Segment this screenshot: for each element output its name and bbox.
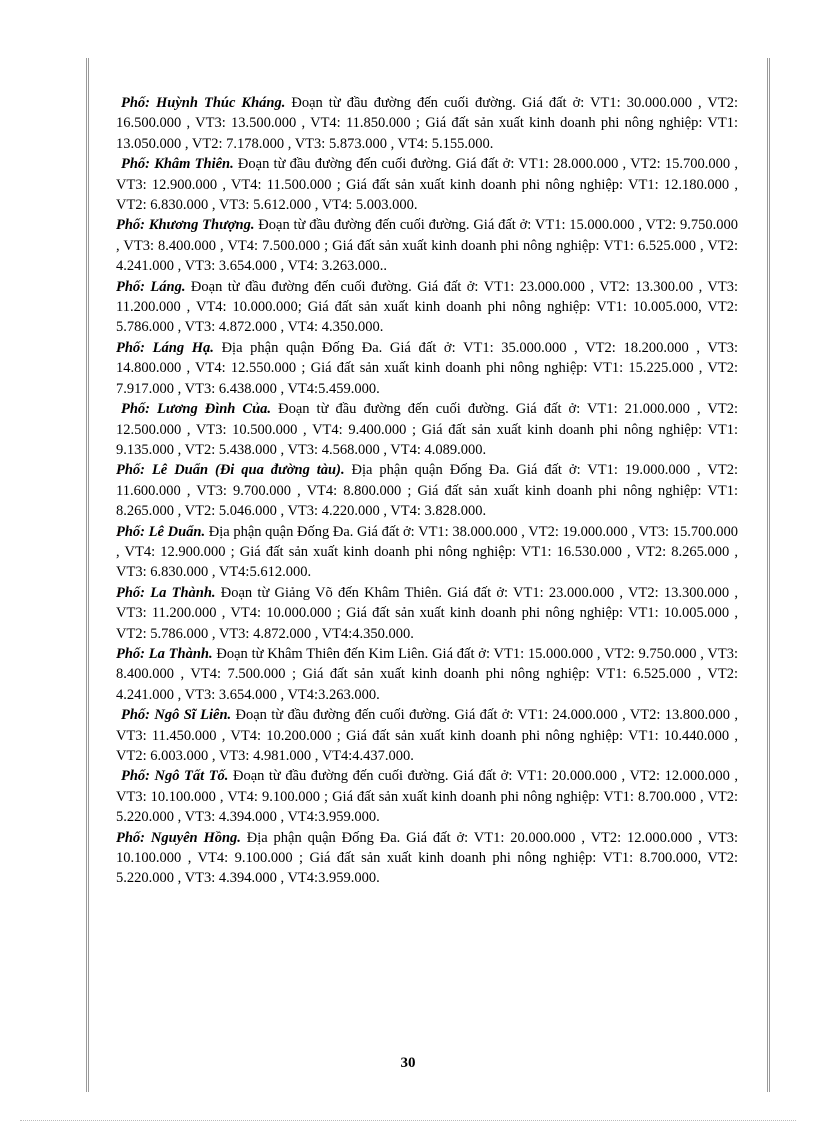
street-name: Phố: Huỳnh Thúc Kháng. (121, 95, 286, 111)
street-entry (116, 583, 738, 644)
street-price-text: Đoạn từ Giảng Võ đến Khâm Thiên. Giá đất ở: VT1: 23.000.000 , VT2: 13.300.000 , VT3: 11.200.000 , VT4: 10.000.000 ; Giá đất sản xuất kinh doanh phi nông nghiệp: VT1: 10.005.000 , VT2: 5.786.000 , VT3: 4.872.000 , VT4:4.350.000. (116, 584, 738, 642)
street-entry (116, 644, 738, 705)
street-price-text: Đoạn từ đầu đường đến cuối đường. Giá đất ở: VT1: 20.000.000 , VT2: 12.000.000 , VT3: 10.100.000 , VT4: 9.100.000 ; Giá đất sản xuất kinh doanh phi nông nghiệp: VT1: 8.700.000 , VT2: 5.220.000 , VT3: 4.394.000 , VT4:3.959.000. (116, 768, 738, 826)
page-number: 30 (400, 1055, 416, 1071)
street-name: Phố: Láng Hạ. (116, 339, 214, 356)
street-name: Phố: La Thành. (116, 645, 213, 662)
street-price-text: Địa phận quận Đống Đa. Giá đất ở: VT1: 38.000.000 , VT2: 19.000.000 , VT3: 15.700.000 , VT4: 12.900.000 ; Giá đất sản xuất kinh doanh phi nông nghiệp: VT1: 16.530.000 , VT2: 8.265.000 , VT3: 6.830.000 , VT4:5.612.000. (116, 523, 738, 581)
street-price-text: Đoạn từ đầu đường đến cuối đường. Giá đất ở: VT1: 24.000.000 , VT2: 13.800.000 , VT3: 11.450.000 , VT4: 10.200.000 ; Giá đất sản xuất kinh doanh phi nông nghiệp: VT1: 10.440.000 , VT2: 6.003.000 , VT3: 4.981.000 , VT4:4.437.000. (116, 707, 738, 764)
street-price-text: Đoạn từ đầu đường đến cuối đường. Giá đất ở: VT1: 30.000.000 , VT2: 16.500.000 , VT3: 13.500.000 , VT4: 11.850.000 ; Giá đất sản xuất kinh doanh phi nông nghiệp: VT1: 13.050.000 , VT2: 7.178.000 , VT3: 5.873.000 , VT4: 5.155.000. (116, 95, 738, 152)
street-price-text: Địa phận quận Đống Đa. Giá đất ở: VT1: 35.000.000 , VT2: 18.200.000 , VT3: 14.800.000 , VT4: 12.550.000 ; Giá đất sản xuất kinh doanh phi nông nghiệp: VT1: 15.225.000 , VT2: 7.917.000 , VT3: 6.438.000 , VT4:5.459.000. (116, 339, 738, 397)
street-name: Phố: Láng. (116, 278, 186, 295)
street-name: Phố: Lê Duẩn. (116, 523, 206, 540)
street-entry (116, 93, 738, 154)
street-entry (116, 460, 738, 521)
street-price-text: Đoạn từ đầu đường đến cuối đường. Giá đất ở: VT1: 21.000.000 , VT2: 12.500.000 , VT3: 10.500.000 , VT4: 9.400.000 ; Giá đất sản xuất kinh doanh phi nông nghiệp: VT1: 9.135.000 , VT2: 5.438.000 , VT3: 4.568.000 , VT4: 4.089.000. (116, 401, 738, 458)
street-name: Phố: Lương Đình Của. (121, 401, 272, 418)
street-entry (116, 154, 738, 215)
bottom-divider (20, 1120, 796, 1121)
street-price-text: Địa phận quận Đống Đa. Giá đất ở: VT1: 20.000.000 , VT2: 12.000.000 , VT3: 10.100.000 , VT4: 9.100.000 ; Giá đất sản xuất kinh doanh phi nông nghiệp: VT1: 8.700.000, VT2: 5.220.000 , VT3: 4.394.000 , VT4:3.959.000. (116, 829, 738, 887)
street-entry (116, 766, 738, 827)
street-name: Phố: Ngô Tất Tố. (121, 768, 229, 785)
street-name: Phố: La Thành. (116, 584, 216, 601)
street-name: Phố: Ngô Sĩ Liên. (121, 707, 232, 724)
street-entry (116, 399, 738, 460)
street-price-text: Đoạn từ đầu đường đến cuối đường. Giá đất ở: VT1: 15.000.000 , VT2: 9.750.000 , VT3: 8.400.000 , VT4: 7.500.000 ; Giá đất sản xuất kinh doanh phi nông nghiệp: VT1: 6.525.000 , VT2: 4.241.000 , VT3: 3.654.000 , VT4: 3.263.000.. (116, 217, 738, 275)
street-price-text: Đoạn từ đầu đường đến cuối đường. Giá đất ở: VT1: 23.000.000 , VT2: 13.300.00 , VT3: 11.200.000 , VT4: 10.000.000; Giá đất sản xuất kinh doanh phi nông nghiệp: VT1: 10.005.000, VT2: 5.786.000 , VT3: 4.872.000 , VT4: 4.350.000. (116, 278, 738, 336)
street-entry (116, 522, 738, 583)
street-name: Phố: Khâm Thiên. (121, 156, 234, 173)
street-name: Phố: Nguyên Hồng. (116, 829, 241, 846)
street-entry (116, 215, 738, 276)
street-entry (116, 828, 738, 889)
street-price-text: Đoạn từ Khâm Thiên đến Kim Liên. Giá đất ở: VT1: 15.000.000 , VT2: 9.750.000 , VT3: 8.400.000 , VT4: 7.500.000 ; Giá đất sản xuất kinh doanh phi nông nghiệp: VT1: 6.525.000 , VT2: 4.241.000 , VT3: 3.654.000 , VT4:3.263.000. (116, 645, 738, 703)
street-name: Phố: Lê Duẩn (Đi qua đường tàu). (116, 462, 345, 479)
street-price-text: Địa phận quận Đống Đa. Giá đất ở: VT1: 19.000.000 , VT2: 11.600.000 , VT3: 9.700.000 , VT4: 8.800.000 ; Giá đất sản xuất kinh doanh phi nông nghiệp: VT1: 8.265.000 , VT2: 5.046.000 , VT3: 4.220.000 , VT4: 3.828.000. (116, 462, 738, 520)
street-entry (116, 338, 738, 399)
street-price-text: Đoạn từ đầu đường đến cuối đường. Giá đất ở: VT1: 28.000.000 , VT2: 15.700.000 , VT3: 12.900.000 , VT4: 11.500.000 ; Giá đất sản xuất kinh doanh phi nông nghiệp: VT1: 12.180.000 , VT2: 6.830.000 , VT3: 5.612.000 , VT4: 5.003.000. (116, 156, 738, 214)
document-body (116, 93, 738, 889)
street-name: Phố: Khương Thượng. (116, 217, 255, 234)
street-entry (116, 277, 738, 338)
street-entry (116, 705, 738, 766)
